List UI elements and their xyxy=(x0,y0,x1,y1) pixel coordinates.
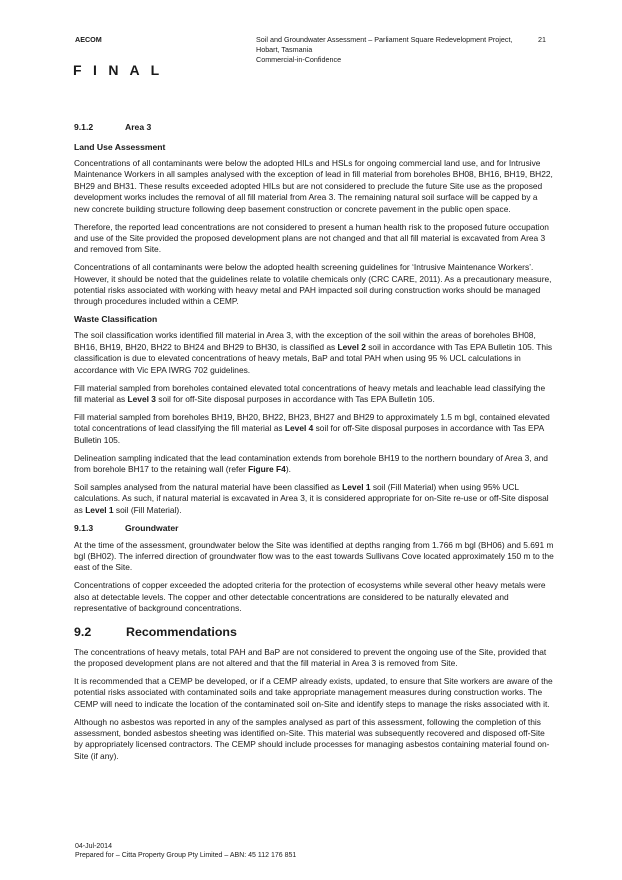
main-content xyxy=(74,122,554,769)
header-company: AECOM xyxy=(75,35,102,44)
figure-reference: Figure F4 xyxy=(248,463,286,474)
subheading-waste-classification: Waste Classification xyxy=(74,314,158,325)
level-label: Level 3 xyxy=(127,393,156,404)
paragraph: Soil samples analysed from the natural material have been classified as Level 1 soil (Fill Material) when using 95% UCL calculations. As such, if natural material is excavated in Area 3, it is considered appropriate for on-Site re-use or off-Site disposal as Level 1 soil (Fill Material). xyxy=(74,481,549,515)
header-page-number: 21 xyxy=(538,35,546,44)
page-footer xyxy=(75,842,296,860)
section-heading-92 xyxy=(74,625,554,640)
subheading-land-use: Land Use Assessment xyxy=(74,142,166,152)
paragraph: The soil classification works identified fill material in Area 3, with the exception of the soil within the areas of boreholes BH08, BH16, BH19, BH20, BH22 to BH24 and BH29 to BH30, is classified as Level 2 soil in accordance with Tas EPA Bulletin 105. This classification is due to elevated concentrations of heavy metals, BaP and total PAH when using 95 % UCL calculations in accordance with Vic EPA IWRG 702 guidelines. xyxy=(74,330,553,375)
level-label: Level 1 xyxy=(85,504,114,515)
paragraph: Delineation sampling indicated that the lead contamination extends from borehole BH19 to the northern boundary of Area 3, and from borehole BH17 to the retaining wall (refer Figure F4). xyxy=(74,452,548,474)
section-number: 9.1.2 xyxy=(74,122,94,132)
header-project-line: Soil and Groundwater Assessment – Parliament Square Redevelopment Project, xyxy=(256,35,513,44)
paragraph: Although no asbestos was reported in any of the samples analysed as part of this assessment, following the completion of this assessment, bonded asbestos sheeting was identified on-Site. This material was subsequently recovered and disposed off-Site by appropriately licensed contractors. The CEMP should include processes for managing asbestos containing material found on-Site (if any). xyxy=(74,716,550,761)
section-title: Groundwater xyxy=(125,522,179,533)
paragraph: It is recommended that a CEMP be developed, or if a CEMP already exists, updated, to ensure that Site workers are aware of the potential risks associated with contaminated soils and take appropriate management measures during construction works. The CEMP will need to indicate the location of the contaminated soil on-Site and identify steps to manage the risks associated with it. xyxy=(74,675,553,709)
level-label: Level 4 xyxy=(284,423,314,434)
footer-prepared-for: Prepared for – Citta Property Group Pty Limited – ABN: 45 112 176 851 xyxy=(75,852,297,859)
section-number: 9.2 xyxy=(74,624,92,639)
paragraph: Therefore, the reported lead concentrations are not considered to present a human health risk to the proposed future occupation and use of the Site provided the proposed development plans are not changed and that all fill material is excavated from Area 3 and removed from Site. xyxy=(74,221,549,255)
document-status: F I N A L xyxy=(73,62,163,78)
paragraph: Fill material sampled from boreholes BH19, BH20, BH22, BH23, BH27 and BH29 to approximately 1.5 m bgl, contained elevated total concentrations of lead classifying the fill material as Level 4 soil for off-Site disposal purposes in accordance with Tas EPA Bulletin 105. xyxy=(74,411,550,445)
paragraph: Concentrations of copper exceeded the adopted criteria for the protection of ecosystems while several other heavy metals were also at detectable levels. The copper and other detectable concentrations are considered to be naturally elevated and representative of background concentrations. xyxy=(74,580,546,614)
paragraph: At the time of the assessment, groundwater below the Site was identified at depths ranging from 1.766 m bgl (BH06) and 5.691 m bgl (BH02). The inferred direction of groundwater flow was to the east towards Sullivans Cove located approximately 150 m to the east of the Site. xyxy=(74,539,554,573)
level-label: Level 1 xyxy=(342,481,371,492)
section-heading-913 xyxy=(74,523,554,534)
paragraph: The concentrations of heavy metals, total PAH and BaP are not considered to prevent the ongoing use of the Site, provided that the proposed development plans are not altered and that the fill material in Area 3 is removed from Site. xyxy=(74,646,547,668)
section-number: 9.1.3 xyxy=(74,522,94,533)
footer-date: 04-Jul-2014 xyxy=(75,843,112,850)
section-heading-912 xyxy=(74,122,554,133)
header-project-line: Commercial-in-Confidence xyxy=(256,55,342,64)
header-project-line: Hobart, Tasmania xyxy=(256,45,313,54)
paragraph: Concentrations of all contaminants were below the adopted health screening guidelines for ‘Intrusive Maintenance Workers’. However, it should be noted that the guidelines relate to volatile chemicals only (CRC CARE, 2011). As a precautionary measure, potential risks associated with working with heavy metal and PAH impacted soil during construction works should be managed through procedures included within a CEMP. xyxy=(74,262,552,307)
header-project-title xyxy=(256,35,526,65)
paragraph: Concentrations of all contaminants were below the adopted HILs and HSLs for ongoing commercial land use, and for Intrusive Maintenance Workers in all samples analysed with the exception of lead in fill material from boreholes BH08, BH16, BH19, BH22, BH29 and BH31. These results exceeded adopted HILs but are not considered to preclude the future Site use as the proposed development works includes the removal of all fill material from Area 3. The remaining natural soil surface will be capped by a new concrete building structure following deep basement construction or concrete pavement in the public open space. xyxy=(74,158,553,214)
section-title: Recommendations xyxy=(126,624,237,639)
paragraph: Fill material sampled from boreholes contained elevated total concentrations of heavy metals and leachable lead classifying the fill material as Level 3 soil for off-Site disposal purposes in accordance with Tas EPA Bulletin 105. xyxy=(74,382,546,404)
section-title: Area 3 xyxy=(125,122,152,132)
level-label: Level 2 xyxy=(337,341,366,352)
